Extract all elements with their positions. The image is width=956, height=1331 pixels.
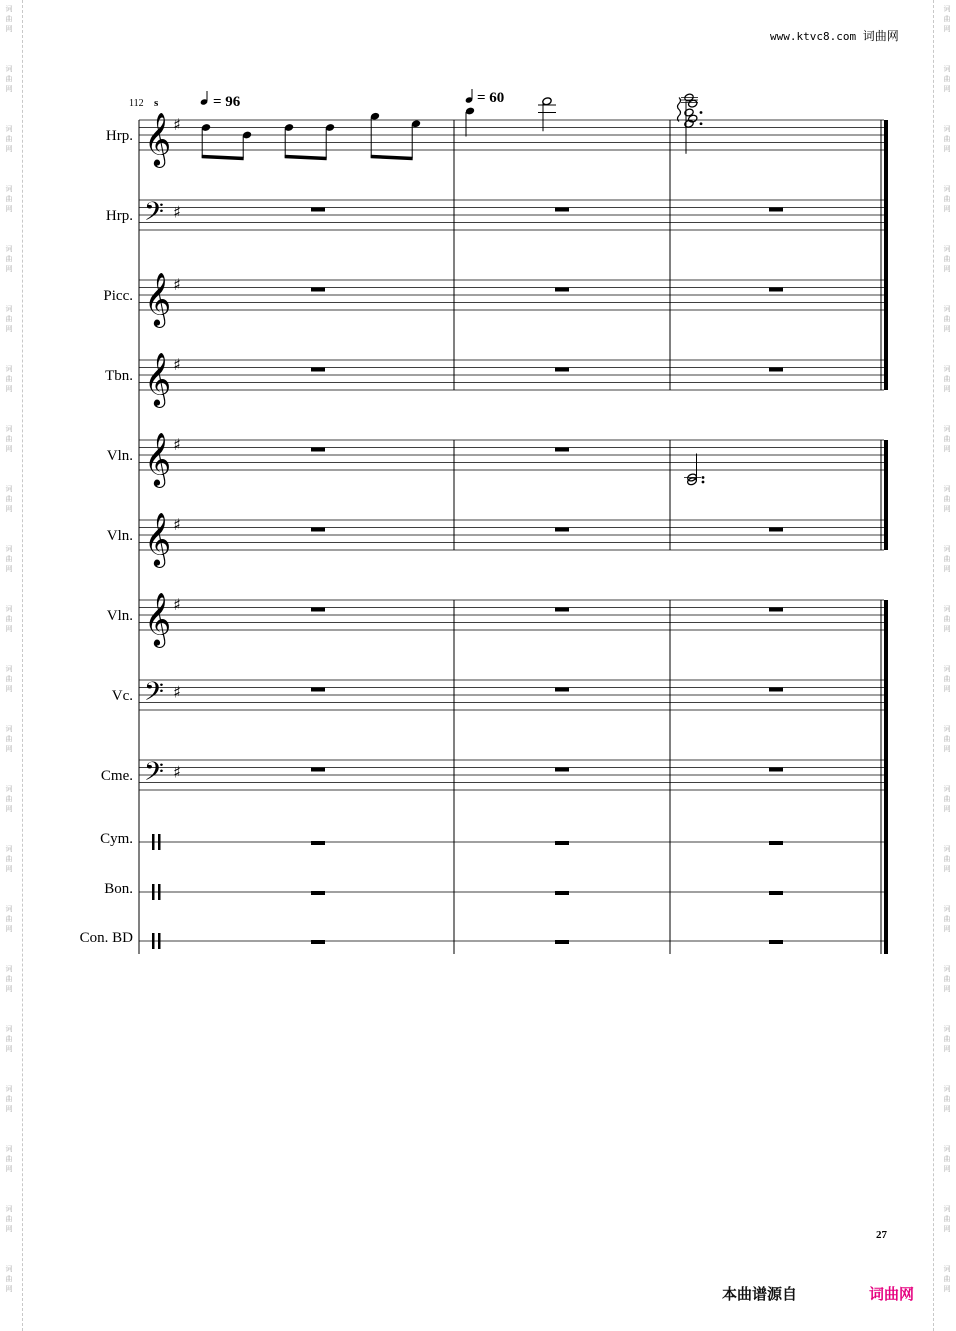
watermark-glyph: 曲: [943, 315, 951, 323]
watermark-glyph: 曲: [943, 1095, 951, 1103]
watermark-glyph: 曲: [5, 75, 13, 83]
watermark-glyph: 网: [943, 1165, 951, 1173]
whole-rest: [769, 288, 783, 292]
sharp-key-signature-icon: ♯: [173, 594, 181, 614]
watermark-glyph: 网: [5, 745, 13, 753]
part-label-3: Tbn.: [105, 368, 133, 384]
watermark-glyph: 曲: [943, 135, 951, 143]
treble-clef-icon: 𝄞: [144, 351, 172, 406]
tempo-value-2: = 60: [477, 90, 505, 106]
watermark-glyph: 网: [943, 925, 951, 933]
watermark-glyph: 词: [943, 305, 951, 313]
whole-rest: [555, 688, 569, 692]
treble-clef-icon: 𝄞: [144, 111, 172, 166]
part-label-8: Cme.: [100, 768, 133, 784]
watermark-glyph: 曲: [5, 195, 13, 203]
treble-clef-icon: 𝄞: [144, 271, 172, 326]
watermark-glyph: 曲: [943, 975, 951, 983]
watermark-glyph: 曲: [5, 675, 13, 683]
watermark-glyph: 词: [5, 1025, 13, 1033]
watermark-glyph: 词: [5, 1265, 13, 1273]
watermark-glyph: 词: [5, 65, 13, 73]
footer-brand-link[interactable]: 词曲网: [869, 1285, 915, 1303]
whole-rest: [311, 368, 325, 372]
watermark-glyph: 词: [5, 425, 13, 433]
final-barline-thick: [884, 440, 888, 550]
augmentation-dot: [700, 111, 703, 114]
watermark-glyph: 网: [5, 385, 13, 393]
whole-rest: [769, 940, 783, 944]
watermark-glyph: 曲: [943, 195, 951, 203]
final-barline-thick: [884, 600, 888, 954]
whole-rest: [311, 688, 325, 692]
watermark-glyph: 网: [5, 685, 13, 693]
watermark-glyph: 曲: [5, 315, 13, 323]
whole-rest: [555, 768, 569, 772]
percussion-clef-icon: [158, 834, 161, 850]
treble-clef-icon: 𝄞: [144, 511, 172, 566]
watermark-glyph: 网: [943, 685, 951, 693]
watermark-glyph: 网: [5, 205, 13, 213]
watermark-glyph: 曲: [5, 1275, 13, 1283]
augmentation-dot: [700, 122, 703, 125]
whole-rest: [311, 891, 325, 895]
whole-rest: [311, 448, 325, 452]
bass-clef-icon: 𝄢: [144, 196, 164, 233]
whole-rest: [311, 608, 325, 612]
watermark-glyph: 曲: [5, 975, 13, 983]
watermark-glyph: 网: [5, 85, 13, 93]
percussion-clef-icon: [152, 884, 155, 900]
watermark-glyph: 曲: [943, 1215, 951, 1223]
watermark-glyph: 网: [5, 1045, 13, 1053]
watermark-glyph: 词: [943, 65, 951, 73]
watermark-glyph: 网: [943, 985, 951, 993]
part-label-10: Bon.: [104, 881, 133, 897]
watermark-glyph: 网: [943, 625, 951, 633]
watermark-glyph: 网: [5, 805, 13, 813]
watermark-glyph: 曲: [943, 1275, 951, 1283]
watermark-glyph: 网: [943, 745, 951, 753]
watermark-glyph: 网: [5, 1225, 13, 1233]
watermark-glyph: 网: [5, 865, 13, 873]
whole-rest: [555, 288, 569, 292]
watermark-glyph: 词: [943, 5, 951, 13]
watermark-glyph: 曲: [5, 135, 13, 143]
watermark-glyph: 词: [943, 245, 951, 253]
watermark-glyph: 曲: [943, 435, 951, 443]
watermark-glyph: 曲: [5, 615, 13, 623]
whole-rest: [769, 208, 783, 212]
watermark-glyph: 网: [5, 145, 13, 153]
watermark-glyph: 曲: [5, 375, 13, 383]
part-label-1: Hrp.: [105, 208, 133, 224]
watermark-glyph: 曲: [5, 795, 13, 803]
watermark-glyph: 词: [943, 785, 951, 793]
part-label-5: Vln.: [106, 528, 133, 544]
watermark-glyph: 网: [943, 25, 951, 33]
beam: [285, 157, 327, 159]
watermark-glyph: 曲: [943, 15, 951, 23]
sharp-key-signature-icon: ♯: [173, 114, 181, 134]
watermark-glyph: 网: [5, 565, 13, 573]
watermark-glyph: 词: [943, 605, 951, 613]
watermark-glyph: 词: [5, 845, 13, 853]
notes-group: [201, 93, 783, 944]
watermark-glyph: 词: [943, 485, 951, 493]
watermark-glyph: 网: [943, 265, 951, 273]
augmentation-dot: [702, 476, 705, 479]
watermark-glyph: 网: [943, 565, 951, 573]
watermark-glyph: 词: [5, 305, 13, 313]
final-barline-thick: [884, 120, 888, 390]
whole-rest: [555, 528, 569, 532]
watermark-glyph: 曲: [5, 15, 13, 23]
watermark-glyph: 词: [5, 785, 13, 793]
whole-rest: [311, 208, 325, 212]
site-name: 词曲网: [862, 29, 899, 43]
watermark-glyph: 词: [943, 425, 951, 433]
part-label-11: Con. BD: [79, 930, 133, 946]
watermark-glyph: 曲: [943, 1035, 951, 1043]
whole-rest: [311, 528, 325, 532]
whole-rest: [769, 608, 783, 612]
watermark-glyph: 词: [943, 665, 951, 673]
watermark-glyph: 曲: [5, 1095, 13, 1103]
watermark-glyph: 曲: [5, 1035, 13, 1043]
watermark-glyph: 词: [943, 965, 951, 973]
watermark-glyph: 词: [943, 125, 951, 133]
whole-rest: [555, 448, 569, 452]
watermark-glyph: 网: [5, 265, 13, 273]
watermark-glyph: 词: [5, 125, 13, 133]
treble-clef-icon: 𝄞: [144, 431, 172, 486]
sharp-key-signature-icon: ♯: [173, 274, 181, 294]
watermark-glyph: 网: [943, 145, 951, 153]
bass-clef-icon: 𝄢: [144, 676, 164, 713]
watermark-glyph: 网: [943, 205, 951, 213]
part-label-4: Vln.: [106, 448, 133, 464]
staves-group: [80, 112, 884, 950]
watermark-glyph: 词: [5, 665, 13, 673]
watermark-glyph: 词: [943, 845, 951, 853]
watermark-glyph: 网: [943, 325, 951, 333]
watermark-glyph: 曲: [943, 735, 951, 743]
watermark-glyph: 曲: [5, 735, 13, 743]
watermark-glyph: 词: [943, 905, 951, 913]
watermark-glyph: 网: [5, 625, 13, 633]
watermark-glyph: 词: [5, 185, 13, 193]
watermark-glyph: 词: [5, 905, 13, 913]
whole-rest: [769, 768, 783, 772]
watermark-glyph: 词: [5, 725, 13, 733]
part-label-7: Vc.: [111, 688, 133, 704]
watermark-glyph: 曲: [943, 795, 951, 803]
tempo-mark-2: [465, 89, 504, 106]
watermark-glyph: 词: [943, 725, 951, 733]
watermark-glyph: 词: [943, 545, 951, 553]
watermark-glyph: 网: [5, 505, 13, 513]
watermark-glyph: 网: [5, 445, 13, 453]
watermark-glyph: 网: [943, 1045, 951, 1053]
tempo-mark-1: [200, 91, 241, 110]
whole-rest: [555, 368, 569, 372]
watermark-glyph: 曲: [5, 1215, 13, 1223]
whole-rest: [769, 528, 783, 532]
arpeggio-icon: [678, 98, 681, 122]
barlines-group: [139, 120, 888, 954]
percussion-clef-icon: [158, 933, 161, 949]
watermark-glyph: 词: [5, 1145, 13, 1153]
watermark-glyph: 网: [5, 1105, 13, 1113]
part-label-9: Cym.: [100, 831, 133, 847]
augmentation-dot: [702, 481, 705, 484]
treble-clef-icon: 𝄞: [144, 591, 172, 646]
watermark-glyph: 曲: [943, 255, 951, 263]
watermark-glyph: 曲: [943, 495, 951, 503]
watermark-glyph: 网: [943, 1105, 951, 1113]
whole-rest: [555, 891, 569, 895]
watermark-glyph: 曲: [943, 375, 951, 383]
watermark-glyph: 曲: [943, 75, 951, 83]
whole-rest: [555, 841, 569, 845]
watermark-glyph: 词: [943, 1025, 951, 1033]
watermark-glyph: 网: [943, 385, 951, 393]
watermark-glyph: 网: [943, 805, 951, 813]
whole-rest: [769, 368, 783, 372]
watermark-glyph: 网: [943, 85, 951, 93]
sharp-key-signature-icon: ♯: [173, 202, 181, 222]
whole-rest: [769, 688, 783, 692]
part-label-6: Vln.: [106, 608, 133, 624]
watermark-glyph: 曲: [5, 435, 13, 443]
sharp-key-signature-icon: ♯: [173, 434, 181, 454]
watermark-glyph: 词: [943, 1205, 951, 1213]
watermark-glyph: 词: [5, 1205, 13, 1213]
whole-rest: [555, 940, 569, 944]
whole-rest: [769, 841, 783, 845]
whole-rest: [311, 288, 325, 292]
watermark-glyph: 词: [5, 1085, 13, 1093]
percussion-clef-icon: [152, 933, 155, 949]
beam: [202, 157, 244, 159]
watermark-glyph: 曲: [5, 495, 13, 503]
page-number: 27: [876, 1229, 887, 1241]
watermark-glyph: 曲: [943, 555, 951, 563]
percussion-clef-icon: [158, 884, 161, 900]
watermark-glyph: 曲: [5, 555, 13, 563]
whole-rest: [555, 208, 569, 212]
watermark-glyph: 词: [5, 245, 13, 253]
beam: [371, 157, 413, 159]
whole-rest: [769, 891, 783, 895]
footer-source-text: 本曲谱源自: [722, 1285, 798, 1303]
watermark-glyph: 曲: [943, 855, 951, 863]
watermark-glyph: 词: [943, 1085, 951, 1093]
segno-mark: s: [154, 97, 159, 109]
watermark-glyph: 网: [5, 325, 13, 333]
watermark-glyph: 网: [943, 505, 951, 513]
watermark-glyph: 曲: [5, 855, 13, 863]
watermark-glyph: 网: [943, 1225, 951, 1233]
watermark-glyph: 词: [5, 545, 13, 553]
watermark-glyph: 曲: [5, 915, 13, 923]
watermark-glyph: 词: [943, 365, 951, 373]
watermark-glyph: 曲: [943, 915, 951, 923]
whole-rest: [311, 768, 325, 772]
watermark-glyph: 网: [943, 1285, 951, 1293]
watermark-glyph: 网: [5, 25, 13, 33]
watermark-glyph: 词: [943, 1145, 951, 1153]
watermark-glyph: 网: [5, 1165, 13, 1173]
site-url[interactable]: www.ktvc8.com: [770, 30, 857, 43]
watermark-glyph: 曲: [5, 1155, 13, 1163]
watermark-glyph: 网: [5, 985, 13, 993]
whole-rest: [311, 940, 325, 944]
tempo-value-1: = 96: [213, 94, 241, 110]
bass-clef-icon: 𝄢: [144, 756, 164, 793]
watermark-glyph: 曲: [943, 615, 951, 623]
watermark-glyph: 曲: [943, 1155, 951, 1163]
sharp-key-signature-icon: ♯: [173, 354, 181, 374]
watermark-glyph: 词: [5, 605, 13, 613]
watermark-glyph: 网: [5, 1285, 13, 1293]
watermark-glyph: 词: [943, 185, 951, 193]
watermark-glyph: 词: [943, 1265, 951, 1273]
sharp-key-signature-icon: ♯: [173, 514, 181, 534]
chord-note: [684, 119, 694, 128]
watermark-glyph: 网: [5, 925, 13, 933]
watermark-glyph: 网: [943, 445, 951, 453]
sharp-key-signature-icon: ♯: [173, 682, 181, 702]
watermark-glyph: 词: [5, 485, 13, 493]
part-label-0: Hrp.: [105, 128, 133, 144]
whole-rest: [555, 608, 569, 612]
percussion-clef-icon: [152, 834, 155, 850]
whole-rest: [311, 841, 325, 845]
watermark-glyph: 曲: [943, 675, 951, 683]
watermark-glyph: 词: [5, 5, 13, 13]
watermark-glyph: 曲: [5, 255, 13, 263]
watermark-glyph: 词: [5, 365, 13, 373]
watermark-glyph: 网: [943, 865, 951, 873]
measure-number: 112: [129, 98, 144, 109]
sharp-key-signature-icon: ♯: [173, 762, 181, 782]
watermark-glyph: 词: [5, 965, 13, 973]
part-label-2: Picc.: [103, 288, 133, 304]
